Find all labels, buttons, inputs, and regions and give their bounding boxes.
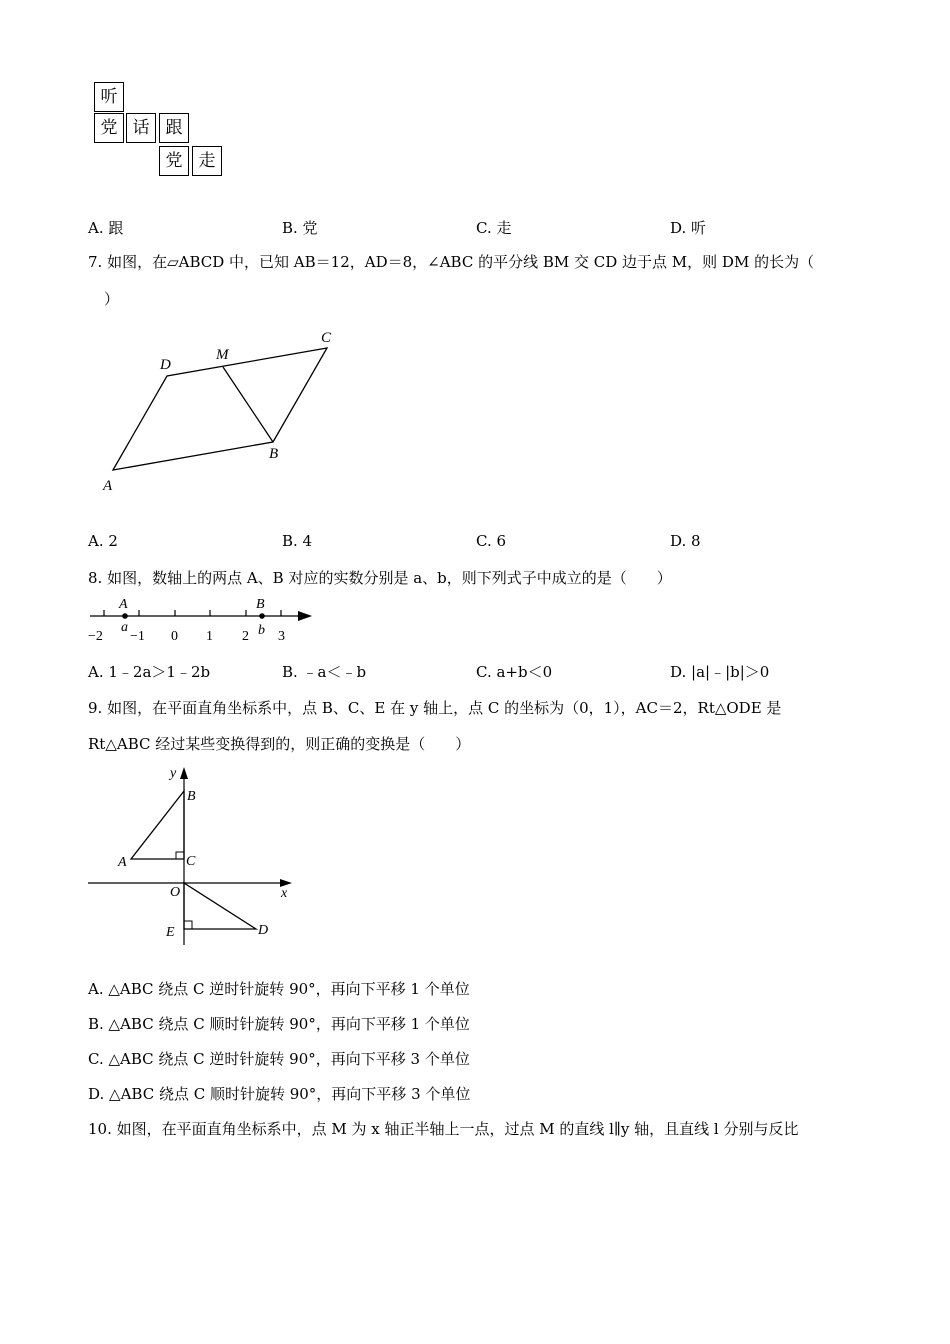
q7-option-d: D. 8 bbox=[670, 532, 701, 550]
q9-option-d: D. △ABC 绕点 C 顺时针旋转 90°，再向下平移 3 个单位 bbox=[88, 1085, 471, 1103]
axis-label-y: y bbox=[170, 766, 177, 781]
point-label-a: A bbox=[119, 597, 128, 612]
label-a: A bbox=[103, 478, 113, 494]
coordinate-figure bbox=[86, 760, 306, 950]
label-b: B bbox=[269, 446, 279, 462]
net-cell: 党 bbox=[94, 113, 124, 143]
label-c: C bbox=[186, 854, 196, 869]
axis-label-x: x bbox=[281, 886, 288, 901]
q10-stem: 10. 如图，在平面直角坐标系中，点 M 为 x 轴正半轴上一点，过点 M 的直线 l∥y 轴，且直线 l 分别与反比 bbox=[88, 1120, 799, 1138]
q8-option-c: C. a+b＜0 bbox=[476, 663, 553, 681]
q6-option-c: C. 走 bbox=[476, 219, 512, 237]
q7-stem: 7. 如图，在▱ABCD 中，已知 AB＝12，AD＝8，∠ABC 的平分线 BM 交 CD 边于点 M，则 DM 的长为（ bbox=[88, 253, 815, 271]
q9-option-b: B. △ABC 绕点 C 顺时针旋转 90°，再向下平移 1 个单位 bbox=[88, 1015, 470, 1033]
label-b: B bbox=[187, 789, 196, 804]
q7-option-c: C. 6 bbox=[476, 532, 507, 550]
net-cell: 党 bbox=[159, 146, 189, 176]
q7-option-b: B. 4 bbox=[282, 532, 313, 550]
q8-option-d: D. |a|﹣|b|＞0 bbox=[670, 663, 770, 681]
q8-option-a: A. 1﹣2a＞1﹣2b bbox=[88, 663, 211, 681]
label-a: A bbox=[118, 855, 127, 870]
q9-option-c: C. △ABC 绕点 C 逆时针旋转 90°，再向下平移 3 个单位 bbox=[88, 1050, 470, 1068]
point-label-b: B bbox=[256, 597, 265, 612]
parallelogram-figure bbox=[90, 320, 350, 500]
net-cell: 走 bbox=[192, 146, 222, 176]
tick-label: 0 bbox=[171, 629, 178, 644]
tick-label: −1 bbox=[130, 629, 145, 644]
label-m: M bbox=[216, 347, 229, 363]
point-value-a: a bbox=[121, 620, 128, 635]
label-o: O bbox=[170, 885, 181, 900]
q6-option-a: A. 跟 bbox=[88, 219, 124, 237]
tick-label: −2 bbox=[88, 629, 103, 644]
label-d: D bbox=[160, 357, 171, 373]
tick-label: 2 bbox=[242, 629, 249, 644]
label-c: C bbox=[321, 330, 332, 346]
tick-label: 1 bbox=[206, 629, 213, 644]
net-cell: 话 bbox=[126, 113, 156, 143]
q8-stem: 8. 如图，数轴上的两点 A、B 对应的实数分别是 a、b，则下列式子中成立的是（ ） bbox=[88, 569, 672, 587]
label-d: D bbox=[258, 923, 269, 938]
q9-stem-cont: Rt△ABC 经过某些变换得到的，则正确的变换是（ ） bbox=[88, 735, 471, 753]
net-cell: 跟 bbox=[159, 113, 189, 143]
number-line-figure bbox=[86, 594, 326, 646]
point-value-b: b bbox=[258, 623, 265, 638]
q9-option-a: A. △ABC 绕点 C 逆时针旋转 90°，再向下平移 1 个单位 bbox=[88, 980, 470, 998]
q6-option-d: D. 听 bbox=[670, 219, 707, 237]
q6-option-b: B. 党 bbox=[282, 219, 318, 237]
label-e: E bbox=[166, 925, 175, 940]
q7-option-a: A. 2 bbox=[88, 532, 118, 550]
q8-option-b: B. ﹣a＜﹣b bbox=[282, 663, 367, 681]
net-cell: 听 bbox=[94, 82, 124, 112]
q7-stem-cont: ） bbox=[104, 290, 120, 308]
tick-label: 3 bbox=[278, 629, 285, 644]
q9-stem: 9. 如图，在平面直角坐标系中，点 B、C、E 在 y 轴上，点 C 的坐标为（0，1），AC＝2，Rt△ODE 是 bbox=[88, 699, 782, 717]
